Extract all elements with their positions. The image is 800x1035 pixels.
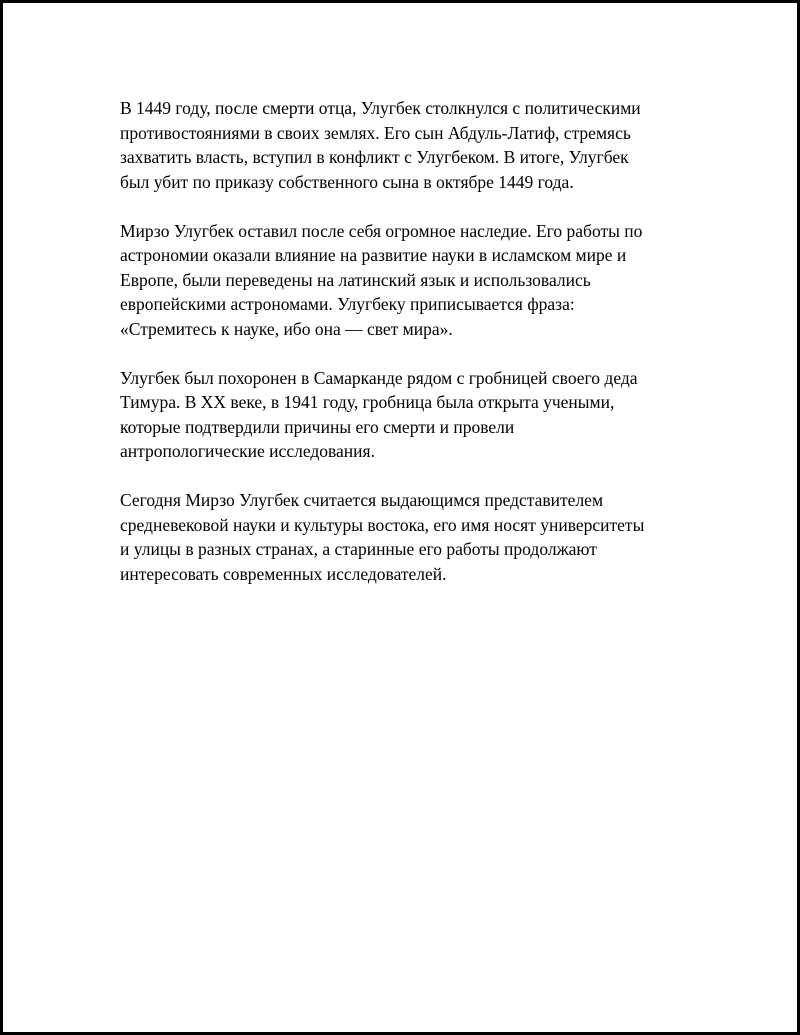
text-line: антропологические исследования. xyxy=(120,441,375,461)
text-line: интересовать современных исследователей. xyxy=(120,563,447,584)
text-line: «Стремитесь к науке, ибо она — свет мира». xyxy=(120,318,453,339)
text-line: Улугбек был похоронен в Самарканде рядом с гробницей своего деда xyxy=(120,367,638,388)
text-line: захватить власть, вступил в конфликт с Улугбеком. В итоге, Улугбек xyxy=(120,147,629,167)
document-body xyxy=(120,96,690,611)
text-line: и улицы в разных странах, а старинные его работы продолжают xyxy=(120,539,597,559)
paragraph-legacy xyxy=(120,219,690,342)
text-line: средневековой науки и культуры востока, его имя носят университеты xyxy=(120,514,645,535)
text-line: европейскими астрономами. Улугбеку приписывается фраза: xyxy=(120,294,575,314)
text-line: Европе, были переведены на латинский язык и использовались xyxy=(120,269,591,290)
paragraph-today xyxy=(120,488,690,586)
paragraph-burial xyxy=(120,366,690,464)
text-line: Сегодня Мирзо Улугбек считается выдающимся представителем xyxy=(120,490,604,510)
paragraph-death xyxy=(120,96,690,194)
text-line: был убит по приказу собственного сына в октябре 1449 года. xyxy=(120,171,574,192)
text-line: которые подтвердили причины его смерти и провели xyxy=(120,416,515,437)
text-line: В 1449 году, после смерти отца, Улугбек столкнулся с политическими xyxy=(120,98,641,118)
text-line: астрономии оказали влияние на развитие науки в исламском мире и xyxy=(120,245,627,265)
text-line: Мирзо Улугбек оставил после себя огромное наследие. Его работы по xyxy=(120,220,643,241)
text-line: Тимура. В XX веке, в 1941 году, гробница была открыта учеными, xyxy=(120,392,615,412)
text-line: противостояниями в своих землях. Его сын Абдуль-Латиф, стремясь xyxy=(120,122,631,143)
